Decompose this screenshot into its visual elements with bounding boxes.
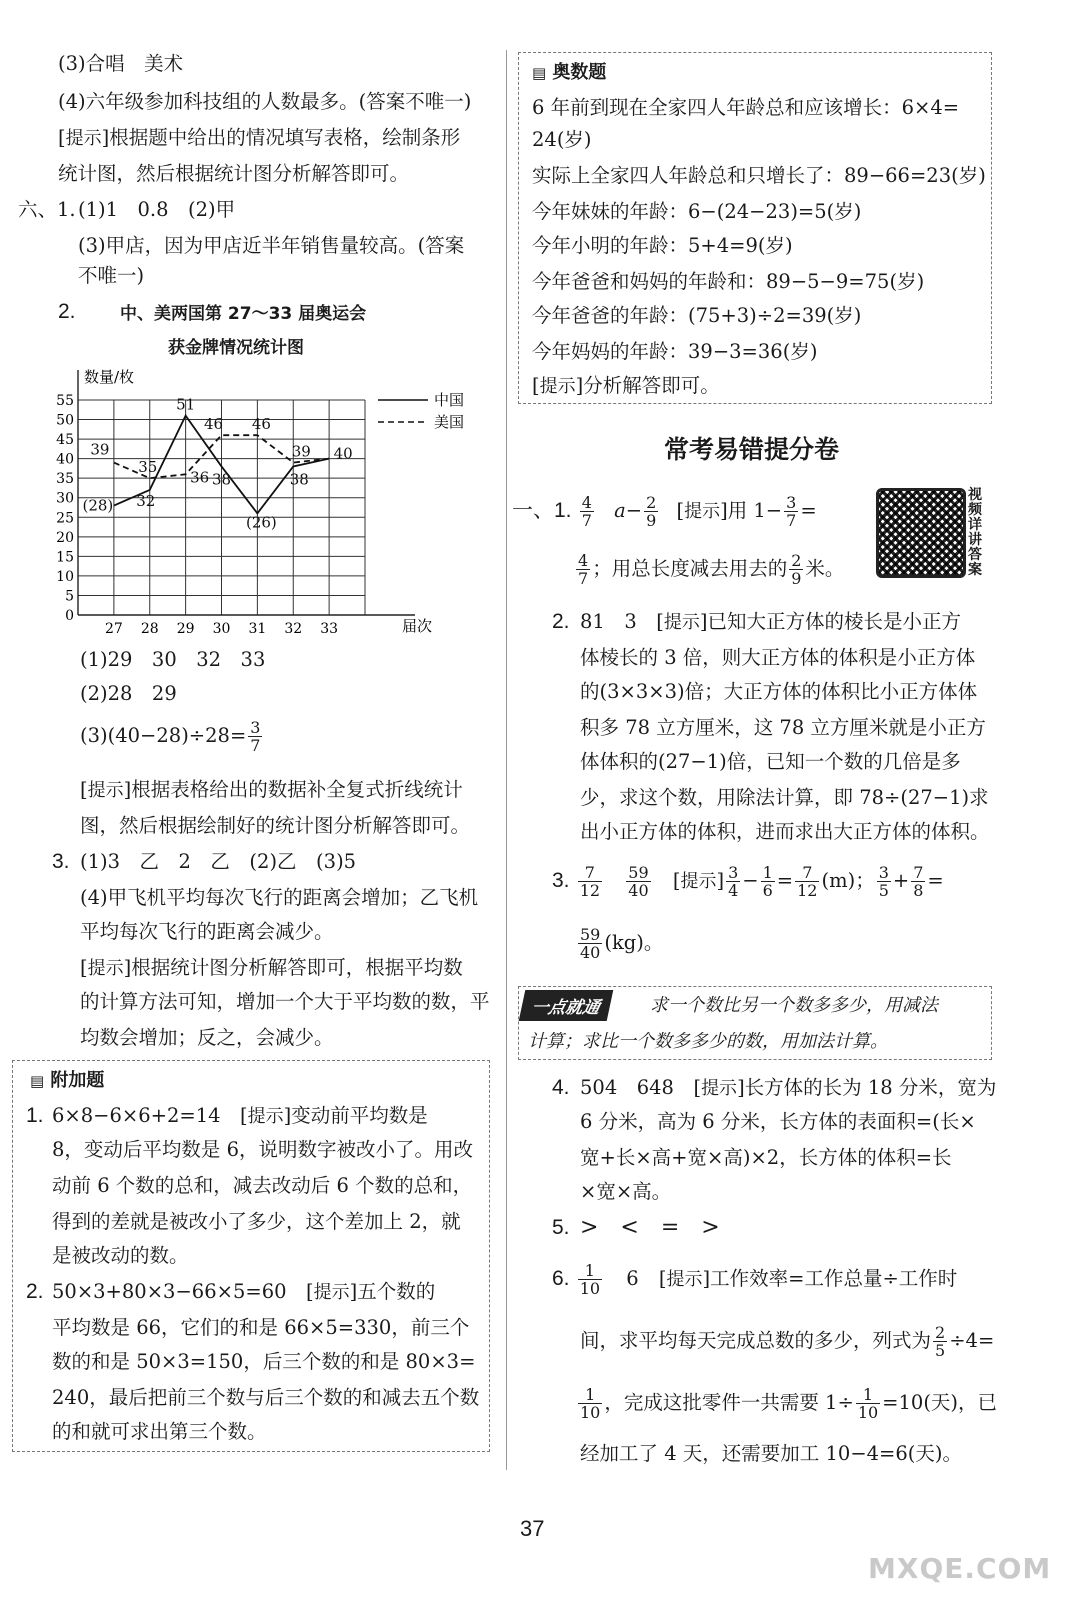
text-line: (1)3 乙 2 乙 (2)乙 (3)5 (80, 850, 357, 873)
fraction-denominator: 40 (580, 943, 601, 962)
data-label: 39 (90, 440, 110, 459)
text-line: 今年妹妹的年龄：6−(24−23)=5(岁) (532, 200, 862, 223)
text-line: 图，然后根据绘制好的统计图分析解答即可。 (80, 814, 471, 837)
fraction (726, 864, 740, 899)
hint-text: 变动前平均数是 (291, 1104, 428, 1127)
tip-tag: 一点就通 (519, 990, 614, 1021)
book-icon: ▤ (30, 1072, 45, 1090)
fraction-numerator: 4 (581, 493, 592, 512)
fraction-numerator: 1 (578, 1262, 602, 1280)
x-axis-label: 届次 (402, 617, 433, 635)
fraction-denominator: 7 (581, 511, 592, 530)
fraction-numerator: 4 (578, 551, 589, 570)
bonus-heading (30, 1068, 104, 1093)
fraction-denominator: 4 (728, 881, 739, 900)
fraction (761, 864, 775, 899)
y-tick-label: 35 (56, 471, 74, 488)
text-line: 504 648 [提示]长方体的长为 18 分米，宽为 (580, 1076, 997, 1099)
hint-label: 提示 (247, 1106, 284, 1127)
text-line: 出小正方体的体积，进而求出大正方体的体积。 (580, 820, 990, 843)
answer-text: ，完成这批零件一共需要 1÷ (604, 1391, 854, 1414)
fraction-denominator: 12 (579, 881, 601, 900)
fraction (580, 494, 594, 529)
x-tick-label: 27 (104, 621, 123, 637)
fraction-numerator: 3 (250, 718, 261, 737)
data-label: 39 (291, 442, 311, 461)
book-icon: ▤ (532, 64, 547, 82)
fraction (933, 1324, 947, 1359)
fraction-denominator: 9 (646, 511, 657, 530)
answer-text: =10(天)，已 (882, 1391, 998, 1414)
x-tick-label: 32 (284, 621, 303, 637)
x-tick-label: 28 (140, 621, 159, 637)
text-line: 少，求这个数，用除法计算，即 78÷(27−1)求 (580, 786, 989, 809)
y-tick-label: 20 (56, 529, 74, 546)
fraction-numerator: 2 (935, 1323, 946, 1342)
hint-text: 已知大正方体的棱长是小正方 (707, 610, 961, 633)
data-label: 51 (176, 395, 196, 414)
fraction-denominator: 6 (762, 881, 773, 900)
answer-line (580, 1318, 994, 1364)
text-line: 8，变动后平均数是 6，说明数字被改小了。用改 (52, 1138, 474, 1161)
fraction-denominator: 7 (786, 511, 797, 530)
fraction (626, 864, 650, 899)
answer-line (574, 546, 844, 592)
text-line: 6 分米，高为 6 分米，长方体的表面积=(长× (580, 1110, 976, 1133)
text-line: 积多 78 立方厘米，这 78 立方厘米就是小正方 (580, 716, 986, 739)
text-line: (4)六年级参加科技组的人数最多。(答案不唯一) (58, 90, 472, 113)
fraction (789, 552, 803, 587)
y-axis-label: 数量/枚 (84, 368, 135, 386)
column-divider (506, 50, 507, 1470)
section-title: 常考易错提分卷 (664, 435, 840, 464)
fraction-denominator: 10 (580, 1403, 601, 1422)
fraction-denominator: 9 (791, 569, 802, 588)
text-line: 今年爸爸和妈妈的年龄和：89−5−9=75(岁) (532, 270, 925, 293)
text-line: 实际上全家四人年龄总和只增长了：89−66=23(岁) (532, 164, 986, 187)
text-line: 是被改动的数。 (52, 1244, 189, 1267)
answer-text: ；用总长度减去用去的 (592, 557, 788, 580)
equation: 6×8−6×6+2=14 (52, 1104, 221, 1127)
y-tick-label: 15 (56, 549, 74, 566)
text-line: 的(3×3×3)倍；大正方体的体积比小正方体体 (580, 680, 978, 703)
text-line: [提示]分析解答即可。 (532, 374, 720, 397)
fraction-denominator: 5 (935, 1341, 946, 1360)
fraction (911, 864, 925, 899)
text-line: [提示]根据表格给出的数据补全复式折线统计 (80, 778, 463, 801)
answer-line: (1)29 30 32 33 (80, 648, 266, 671)
page-number: 37 (520, 1516, 545, 1541)
fraction-denominator: 7 (250, 736, 261, 755)
text-line: 今年爸爸的年龄：(75+3)÷2=39(岁) (532, 304, 862, 327)
text-line: 今年小明的年龄：5+4=9(岁) (532, 234, 793, 257)
text-line: 50×3+80×3−66×5=60 [提示]五个数的 (52, 1280, 436, 1303)
olympiad-heading-text: 奥数题 (552, 62, 607, 83)
answer-line: 6. $\frac{1}{10}$ 6 [提示]工作效率=工作总量÷工作时 (552, 1261, 958, 1298)
fraction-numerator: 2 (646, 493, 657, 512)
text-line: 宽+长×高+宽×高)×2，长方体的体积=长 (580, 1146, 952, 1169)
line-chart (40, 360, 490, 645)
text-line: ×宽×高。 (580, 1180, 672, 1203)
question-number: 2. (26, 1280, 44, 1303)
x-tick-label: 33 (320, 621, 339, 637)
answer-line: (2)28 29 (80, 682, 177, 705)
answer-text: > < = > (580, 1215, 720, 1240)
fraction-numerator: 7 (578, 864, 602, 882)
question-number: 一、1. (512, 499, 572, 522)
answer-line (576, 918, 663, 968)
chart-title-line2: 获金牌情况统计图 (168, 338, 304, 358)
fraction-numerator: 7 (795, 864, 819, 882)
qr-label: 视频详讲答案 (968, 487, 982, 578)
fraction (795, 864, 819, 899)
fraction-denominator: 8 (913, 881, 924, 900)
answer-text: 81 3 (580, 610, 637, 633)
hint-text: 五个数的 (357, 1280, 436, 1303)
bonus-heading-text: 附加题 (50, 1070, 105, 1091)
fraction-numerator: 1 (578, 1386, 602, 1404)
hint-label: 提示 (539, 376, 576, 397)
data-label: 32 (136, 491, 156, 510)
answer-text: 6 (626, 1267, 639, 1290)
fraction (578, 1386, 602, 1421)
legend-label: 美国 (434, 413, 465, 431)
fraction-numerator: 59 (580, 925, 601, 944)
text-line: 平均数是 66，它们的和是 66×5=330，前三个 (52, 1316, 470, 1339)
fraction-denominator: 10 (857, 1403, 879, 1422)
question-number: 2. (58, 300, 76, 323)
question-number: 3. (52, 850, 70, 873)
y-tick-label: 25 (56, 510, 74, 527)
unit-text: (kg)。 (604, 931, 664, 954)
data-label: 46 (203, 415, 224, 434)
hint-label: 提示 (663, 612, 700, 633)
answer-text: (3)(40−28)÷28= (80, 724, 247, 747)
fraction-numerator: 3 (786, 493, 797, 512)
hint-text: 工作效率=工作总量÷工作时 (710, 1267, 958, 1290)
text-line: 数的和是 50×3=150，后三个数的和是 80×3= (52, 1350, 476, 1373)
fraction (576, 552, 590, 587)
hint-text: 分析解答即可。 (583, 374, 720, 397)
tip-text: 求一个数比另一个数多多少，用减法 (650, 995, 938, 1016)
text-line: 均数会增加；反之，会减少。 (80, 1026, 334, 1049)
equals-sign: = (927, 869, 944, 892)
data-label: 40 (333, 444, 353, 463)
text-line: 6×8−6×6+2=14 [提示]变动前平均数是 (52, 1104, 428, 1127)
y-tick-label: 10 (56, 568, 74, 585)
fraction-denominator: 40 (628, 881, 649, 900)
fraction-denominator: 7 (578, 569, 589, 588)
y-tick-label: 0 (65, 608, 74, 624)
text-line: 6 年前到现在全家四人年龄总和应该增长：6×4= (532, 96, 960, 119)
legend-label: 中国 (434, 391, 465, 409)
hint-label: 提示 (680, 871, 717, 892)
fraction-numerator: 1 (762, 863, 773, 882)
y-tick-label: 30 (56, 490, 74, 507)
equation: 50×3+80×3−66×5=60 (52, 1280, 287, 1303)
hint-label: 提示 (701, 1078, 738, 1099)
y-tick-label: 5 (65, 588, 74, 605)
data-label: 35 (138, 458, 158, 477)
text-line: 经加工了 4 天，还需要加工 10−4=6(天)。 (580, 1442, 963, 1465)
text-line: 24(岁) (532, 128, 592, 151)
text-line: (3)甲店，因为甲店近半年销售量较高。(答案 (78, 234, 465, 257)
answer-text: a− (614, 499, 643, 522)
fraction-denominator: 12 (797, 881, 818, 900)
fraction (644, 494, 658, 529)
data-label: 38 (211, 470, 232, 489)
fraction (784, 494, 798, 529)
fraction-denominator: 10 (579, 1279, 601, 1298)
olympiad-heading (532, 60, 606, 85)
fraction (578, 1262, 602, 1297)
answer-text: 米。 (805, 557, 845, 580)
data-label: 46 (251, 415, 271, 434)
hint-text: 根据统计图分析解答即可，根据平均数 (131, 956, 463, 979)
text-line: [提示]根据统计图分析解答即可，根据平均数 (80, 956, 463, 979)
text-line: 体体积的(27−1)倍，已知一个数的几倍是多 (580, 750, 961, 773)
fraction (248, 719, 262, 754)
operator: − (742, 869, 759, 892)
question-number: 6. (552, 1267, 570, 1290)
fraction-numerator: 2 (791, 551, 802, 570)
data-label: (26) (245, 513, 277, 532)
answer-line (576, 1380, 997, 1426)
text-line: 240，最后把前三个数与后三个数的和减去五个数 (52, 1386, 480, 1409)
text-line: 今年妈妈的年龄：39−3=36(岁) (532, 340, 818, 363)
text-line: 平均每次飞行的距离会减少。 (80, 920, 334, 943)
hint-label: 提示 (87, 780, 124, 801)
hint-label: 提示 (666, 1269, 703, 1290)
x-tick-label: 30 (212, 621, 231, 637)
text-line: 的和就可求出第三个数。 (52, 1420, 267, 1443)
equals-sign: = (776, 869, 794, 892)
text-line: 得到的差就是被改小了多少，这个差加上 2，就 (52, 1210, 461, 1233)
fraction-numerator: 1 (856, 1386, 880, 1404)
section-label: 六、1. (18, 198, 76, 221)
answer-text: ÷4= (949, 1329, 995, 1352)
text-line: 体棱长的 3 倍，则大正方体的体积是小正方体 (580, 646, 976, 669)
text-line: 动前 6 个数的总和，减去改动后 6 个数的总和， (52, 1174, 473, 1197)
fraction-denominator: 5 (878, 881, 889, 900)
x-tick-label: 29 (176, 621, 195, 637)
qr-code[interactable] (876, 488, 966, 578)
question-number: 2. (552, 610, 570, 633)
data-label: 36 (190, 468, 210, 487)
text-line: (3)合唱 美术 (58, 52, 184, 75)
hint-text: 根据表格给出的数据补全复式折线统计 (131, 778, 463, 801)
text-line: 的计算方法可知，增加一个大于平均数的数，平 (80, 990, 490, 1013)
y-tick-label: 40 (56, 451, 74, 468)
fraction-numerator: 3 (728, 863, 739, 882)
hint-label: 提示 (65, 128, 102, 149)
answer-text: 504 648 (580, 1076, 674, 1099)
hint-text: 长方体的长为 18 分米，宽为 (744, 1076, 997, 1099)
fraction (578, 864, 602, 899)
hint-label: 提示 (684, 501, 721, 522)
x-tick-label: 31 (248, 621, 267, 637)
tip-text: 计算；求比一个数多多少的数，用加法计算。 (528, 1031, 888, 1052)
watermark: MXQE.COM (868, 1552, 1052, 1585)
y-tick-label: 45 (56, 432, 74, 449)
text-line: 不唯一) (78, 264, 145, 287)
answer-line: 一、1. $\frac{4}{7}$ a− $\frac{2}{9}$ [提示]用 1− $\frac{3}{7}$ = (512, 493, 817, 530)
data-label: 38 (289, 470, 309, 489)
y-tick-label: 55 (56, 393, 74, 409)
y-tick-label: 50 (56, 412, 74, 429)
text-line: 统计图，然后根据统计图分析解答即可。 (58, 162, 410, 185)
answer-line: 3. $\frac{7}{12}$ $\frac{59}{40}$ [提示] $\frac{3}{4}$ − $\frac{1}{6}$ = $\frac{7}{12}$ (m)； $\frac{3}{5}$ + $\frac{7}{8}$ = (552, 863, 944, 900)
operator: + (892, 869, 910, 892)
answer-text: 间，求平均每天完成总数的多少，列式为 (580, 1329, 932, 1352)
hint-text: 用 1− (727, 499, 783, 522)
fraction-numerator: 3 (878, 863, 889, 882)
question-number: 3. (552, 869, 570, 892)
chart-title-line1: 中、美两国第 27～33 届奥运会 (120, 304, 367, 324)
text-line: (4)甲飞机平均每次飞行的距离会增加；乙飞机 (80, 886, 479, 909)
question-number: 1. (26, 1104, 44, 1127)
question-number: 5. (552, 1216, 570, 1239)
equals-sign: = (800, 499, 817, 522)
hint-label: 提示 (87, 958, 124, 979)
fraction (856, 1386, 880, 1421)
text-line: 81 3 [提示]已知大正方体的棱长是小正方 (580, 610, 961, 633)
fraction-numerator: 59 (628, 863, 649, 882)
fraction-numerator: 7 (913, 863, 924, 882)
hint-label: 提示 (313, 1282, 350, 1303)
text-line: [提示]根据题中给出的情况填写表格，绘制条形 (58, 126, 461, 149)
question-number: 4. (552, 1076, 570, 1099)
fraction (578, 926, 602, 961)
fraction (877, 864, 891, 899)
answer-line (80, 712, 264, 760)
unit-text: (m)； (821, 869, 875, 892)
hint-text: 根据题中给出的情况填写表格，绘制条形 (109, 126, 461, 149)
text-line: (1)1 0.8 (2)甲 (78, 198, 236, 221)
data-label: (28) (82, 496, 114, 515)
